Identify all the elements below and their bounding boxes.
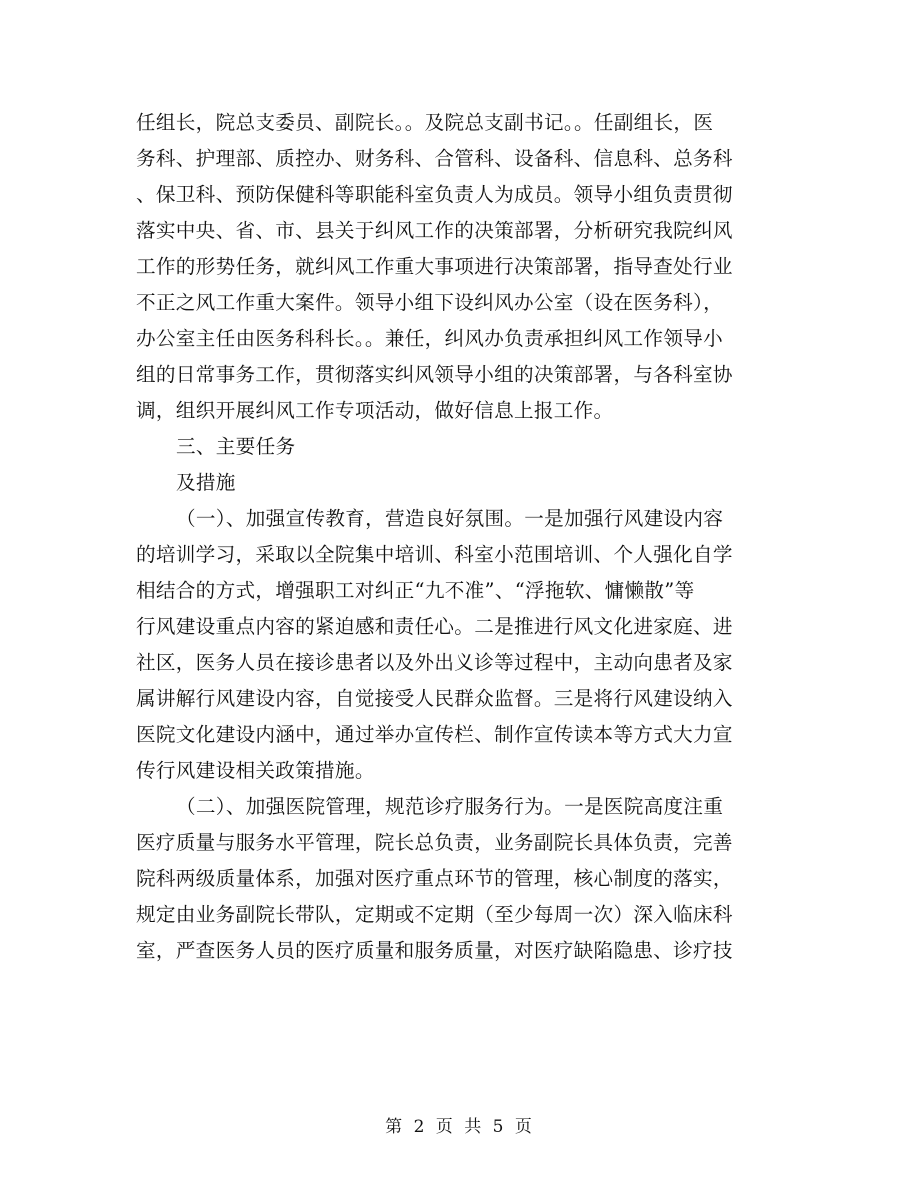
body-line: 医院文化建设内涵中，通过举办宣传栏、制作宣传读本等方式大力宣 xyxy=(136,723,733,746)
body-line: 传行风建设相关政策措施。 xyxy=(136,759,375,782)
body-line: 办公室主任由医务科科长。。兼任，纠风办负责承担纠风工作领导小 xyxy=(136,327,724,350)
body-line: 务科、护理部、质控办、财务科、合管科、设备科、信息科、总务科 xyxy=(136,147,733,170)
body-line: 规定由业务副院长带队，定期或不定期（至少每周一次）深入临床科 xyxy=(136,903,733,926)
body-line: 行风建设重点内容的紧迫感和责任心。二是推进行风文化进家庭、进 xyxy=(136,615,733,638)
paragraph-first-line: （一）、加强宣传教育，营造良好氛围。一是加强行风建设内容 xyxy=(176,507,724,530)
paragraph-first-line: （二）、加强医院管理，规范诊疗服务行为。一是医院高度注重 xyxy=(176,795,724,818)
body-line: 院科两级质量体系，加强对医疗重点环节的管理，核心制度的落实， xyxy=(136,867,733,890)
body-line: 任组长，院总支委员、副院长。。及院总支副书记。。任副组长，医 xyxy=(136,111,714,134)
page-number-footer: 第 2 页 共 5 页 xyxy=(385,1117,535,1137)
body-line: 的培训学习，采取以全院集中培训、科室小范围培训、个人强化自学 xyxy=(136,543,733,566)
body-line: 医疗质量与服务水平管理，院长总负责，业务副院长具体负责，完善 xyxy=(136,831,733,854)
body-line: 、保卫科、预防保健科等职能科室负责人为成员。领导小组负责贯彻 xyxy=(136,183,733,206)
body-line: 不正之风工作重大案件。领导小组下设纠风办公室（设在医务科）， xyxy=(136,291,724,314)
body-line: 相结合的方式，增强职工对纠正“九不准”、“浮拖软、慵懒散”等 xyxy=(136,579,695,602)
body-line: 落实中央、省、市、县关于纠风工作的决策部署，分析研究我院纠风 xyxy=(136,219,733,242)
body-line: 调，组织开展纠风工作专项活动，做好信息上报工作。 xyxy=(136,399,614,422)
section-heading: 三、主要任务 xyxy=(176,435,296,458)
body-line: 组的日常事务工作，贯彻落实纠风领导小组的决策部署，与各科室协 xyxy=(136,363,733,386)
body-line: 属讲解行风建设内容，自觉接受人民群众监督。三是将行风建设纳入 xyxy=(136,687,733,710)
section-heading-continued: 及措施 xyxy=(176,471,236,494)
body-line: 室，严查医务人员的医疗质量和服务质量，对医疗缺陷隐患、诊疗技 xyxy=(136,939,733,962)
body-line: 社区，医务人员在接诊患者以及外出义诊等过程中，主动向患者及家 xyxy=(136,651,733,674)
body-line: 工作的形势任务，就纠风工作重大事项进行决策部署，指导查处行业 xyxy=(136,255,733,278)
